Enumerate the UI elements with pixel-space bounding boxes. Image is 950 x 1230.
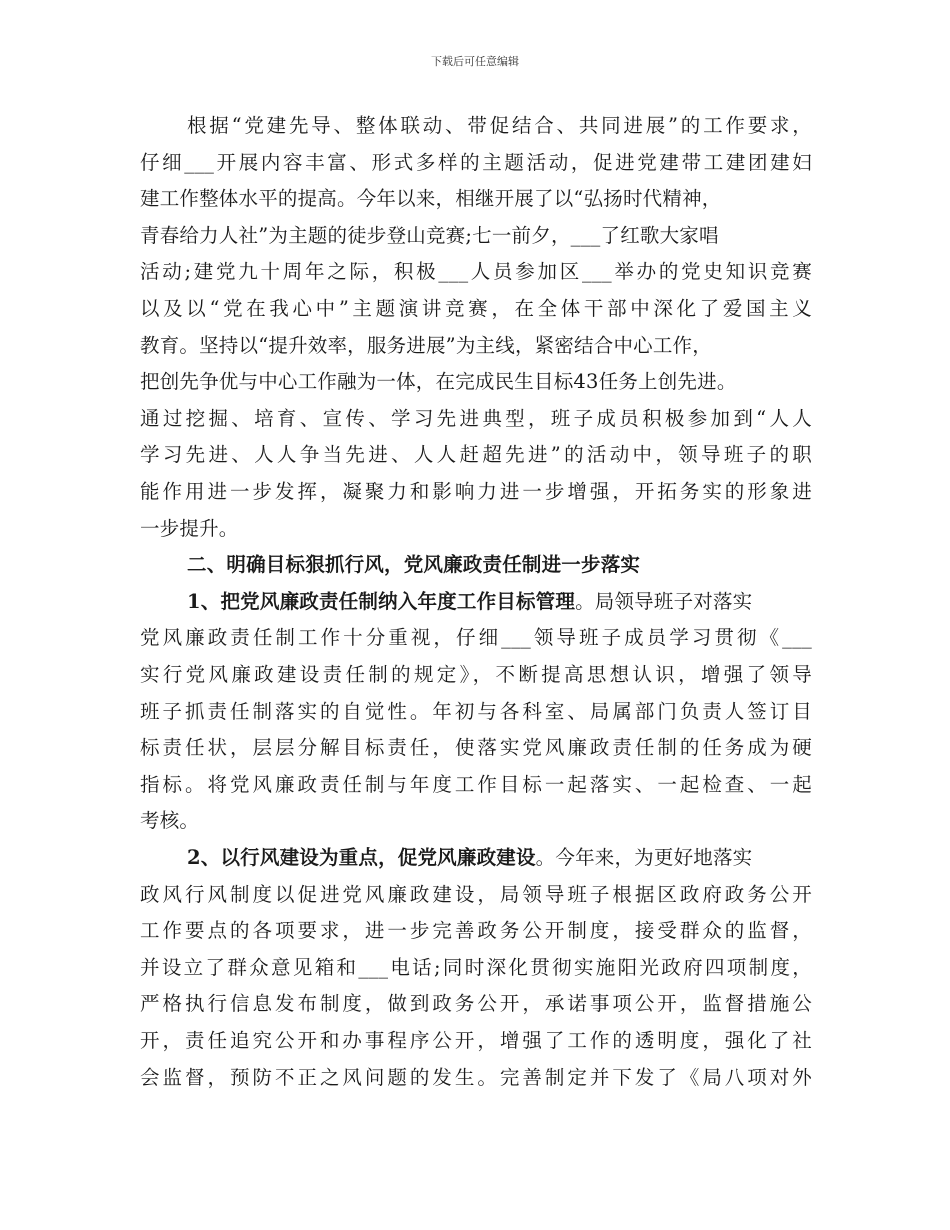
text-line [187, 590, 752, 614]
text-segment: 教育。坚持以“提升效率，服务进展”为主线，紧密结合中心工作， [140, 333, 712, 357]
text-line [140, 260, 812, 284]
text-line [140, 992, 812, 1016]
text-line [140, 297, 812, 321]
text-segment: 考核。 [140, 809, 200, 833]
text-line [140, 334, 712, 358]
text-line [140, 517, 239, 541]
text-segment: 班子抓责任制落实的自觉性。年初与各科室、局属部门负责人签订目 [140, 699, 812, 723]
text-segment: 政风行风制度以促进党风廉政建设，局领导班子根据区政府政务公开 [140, 882, 812, 906]
page-header-note: 下载后可任意编辑 [431, 55, 519, 68]
text-segment: 严格执行信息发布制度，做到政务公开，承诺事项公开，监督措施公 [140, 992, 812, 1016]
bold-text-segment: 2、以行风建设为重点，促党风廉政建设 [187, 846, 536, 869]
text-segment: 会监督，预防不正之风问题的发生。完善制定并下发了《局八项对外 [140, 1065, 812, 1089]
text-line [140, 956, 812, 980]
text-line [140, 1066, 812, 1090]
text-line [140, 700, 812, 724]
text-segment: 根据“党建先导、整体联动、带促结合、共同进展”的工作要求， [187, 114, 812, 137]
text-segment: 开，责任追究公开和办事程序公开，增强了工作的透明度，强化了社 [140, 1029, 812, 1052]
bold-text-segment: 1、把党风廉政责任制纳入年度工作目标管理 [187, 589, 576, 613]
text-segment: 实行党风廉政建设责任制的规定》，不断提高思想认识，增强了领导 [140, 663, 812, 686]
text-line [140, 480, 812, 504]
text-line [140, 626, 812, 650]
text-segment: 以及以“党在我心中”主题演讲竞赛，在全体干部中深化了爱国主义 [140, 297, 812, 320]
text-line [140, 736, 812, 760]
text-line [140, 443, 812, 467]
text-line [140, 919, 812, 943]
text-segment: 活动;建党九十周年之际，积极___人员参加区___举办的党史知识竞赛 [140, 260, 812, 284]
text-segment: 。局领导班子对落实 [575, 589, 753, 613]
text-segment: 工作要点的各项要求，进一步完善政务公开制度，接受群众的监督， [140, 919, 812, 943]
text-segment: 指标。将党风廉政责任制与年度工作目标一起落实、一起检查、一起 [140, 772, 812, 796]
text-segment: 标责任状，层层分解目标责任，使落实党风廉政责任制的任务成为硬 [140, 736, 812, 760]
text-segment: 并设立了群众意见箱和___电话;同时深化贯彻实施阳光政府四项制度， [140, 955, 812, 979]
text-line [140, 407, 812, 431]
text-segment: 学习先进、人人争当先进、人人赶超先进”的活动中，领导班子的职 [140, 443, 812, 467]
text-segment: 青春给力人社”为主题的徒步登山竞赛;七一前夕，___了红歌大家唱 [140, 223, 719, 247]
bold-text-segment: 二、明确目标狠抓行风，党风廉政责任制进一步落实 [187, 553, 641, 577]
text-segment: 党风廉政责任制工作十分重视，仔细___领导班子成员学习贯彻《___ [140, 626, 812, 650]
text-line [187, 553, 640, 577]
text-segment: 通过挖掘、培育、宣传、学习先进典型，班子成员积极参加到“人人 [140, 406, 812, 430]
text-segment: 能作用进一步发挥，凝聚力和影响力进一步增强，开拓务实的形象进 [140, 480, 812, 503]
text-line [140, 224, 719, 248]
text-segment: 仔细___开展内容丰富、形式多样的主题活动，促进党建带工建团建妇 [140, 150, 812, 174]
text-segment: 。今年来，为更好地落实 [535, 846, 753, 869]
text-segment: 一步提升。 [140, 516, 239, 540]
text-line [140, 370, 737, 394]
text-line [140, 809, 199, 833]
text-line [187, 846, 752, 870]
text-line [140, 773, 812, 797]
text-line [140, 1029, 812, 1053]
text-line [140, 883, 812, 907]
text-line [140, 663, 812, 687]
text-line [140, 187, 721, 211]
text-segment: 建工作整体水平的提高。今年以来，相继开展了以“弘扬时代精神， [140, 187, 722, 211]
text-segment: 把创先争优与中心工作融为一体，在完成民生目标43任务上创先进。 [140, 370, 737, 394]
text-line [187, 114, 812, 138]
text-line [140, 151, 812, 175]
